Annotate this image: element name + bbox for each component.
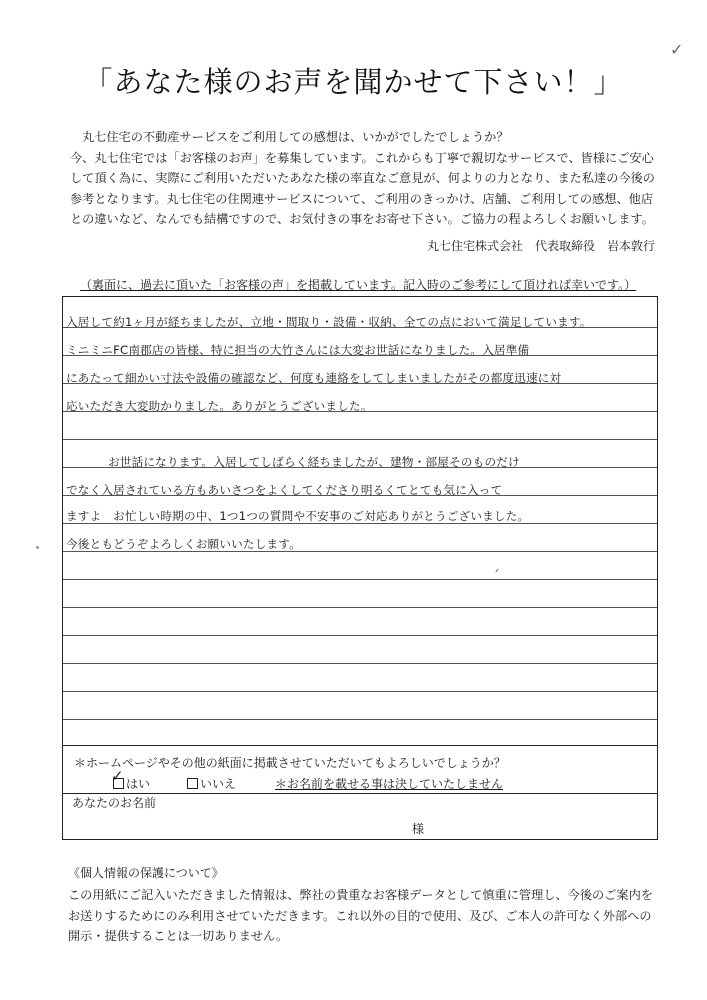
intro-line: して頂く為に、実際にご利用いただいたあなた様の率直なご意見が、何よりの力となり、また私達の今後の [70,171,655,185]
intro-line: 参考となります。丸七住宅の住関連サービスについて、ご利用のきっかけ、店舗、ご利用しての感想、他店 [70,191,654,206]
notice-text: （裏面に、過去に頂いた「お客様の声」を掲載しています。記入時のご参考にして頂ければ幸いです。） [80,278,637,292]
company-signature: 丸七住宅株式会社 代表取締役 岩本敦行 [426,239,655,253]
privacy-title: 《個人情報の保護について》 [68,866,224,880]
intro-text [70,127,670,230]
yes-label: はい [126,777,151,791]
handwritten-line: でなく入居されている方もあいさつをよくしてくださり明るくてとても気に入って [66,483,503,497]
handwritten-line: ますよ お忙しい時期の中、1つ1つの質問や不安事のご対応ありがとうございました。 [66,509,530,523]
intro-line: 今、丸七住宅では「お客様のお声」を募集しています。これからも丁寧で親切なサービスで、皆様にご安心 [70,150,654,165]
intro-line: との違いなど、なんでも結構ですので、お気付きの事をお寄せ下さい。ご協力の程よろしくお願いします。 [70,212,654,226]
check-mark-icon: ✓ [111,767,124,785]
permission-no-option[interactable] [187,775,236,792]
handwritten-line: にあたって細かい寸法や設備の確認など、何度も連絡をしてしまいましたがその都度迅速に対 [66,371,562,385]
ruled-line [63,719,657,720]
privacy-line: 開示・提供することは一切ありません。 [68,929,289,943]
ruled-line [63,635,657,636]
permission-question: ＊ホームページやその他の紙面に掲載させていただいてもよろしいでしょうか？ [74,756,506,770]
name-suffix: 様 [412,822,425,836]
ruled-line [63,579,657,580]
handwritten-line: 入居して約1ヶ月が経ちましたが、立地・間取り・設備・収納、全ての点において満足しています。 [66,315,592,329]
checkbox-no[interactable] [187,778,198,789]
privacy-line: この用紙にご記入いただきました情報は、弊社の貴重なお客様データとして慎重に管理し、今後のご案内を [68,888,653,902]
handwritten-line: 応いただき大変助かりました。ありがとうございました。 [66,399,373,413]
privacy-text [68,885,678,947]
check-mark-icon: ✓ [670,40,684,59]
ruled-line [63,439,657,440]
scan-speck [36,546,39,549]
handwritten-line: お世話になります。入居してしばらく経ちましたが、建物・部屋そのものだけ [108,455,520,469]
handwritten-line: ミニミニFC南郡店の皆様、特に担当の大竹さんには大変お世話になりました。入居準備 [66,343,530,357]
intro-line: 丸七住宅の不動産サービスをご利用しての感想は、いかがでしたでしょうか？ [82,130,509,144]
ruled-line [63,663,657,664]
handwritten-line: 今後ともどうぞよろしくお願いいたします。 [66,537,301,551]
no-label: いいえ [200,777,237,791]
name-field-label: あなたのお名前 [72,796,157,810]
ruled-line [63,691,657,692]
privacy-line: お送りするためにのみ利用させていただきます。これ以外の目的で使用、及び、ご本人の許可なく外部への [68,908,652,923]
section-divider [63,745,657,746]
ruled-line [63,607,657,608]
page-title: 「あなた様のお声を聞かせて下さい！」 [83,65,624,99]
name-privacy-note: ＊お名前を載せる事は決していたしません [275,777,504,791]
